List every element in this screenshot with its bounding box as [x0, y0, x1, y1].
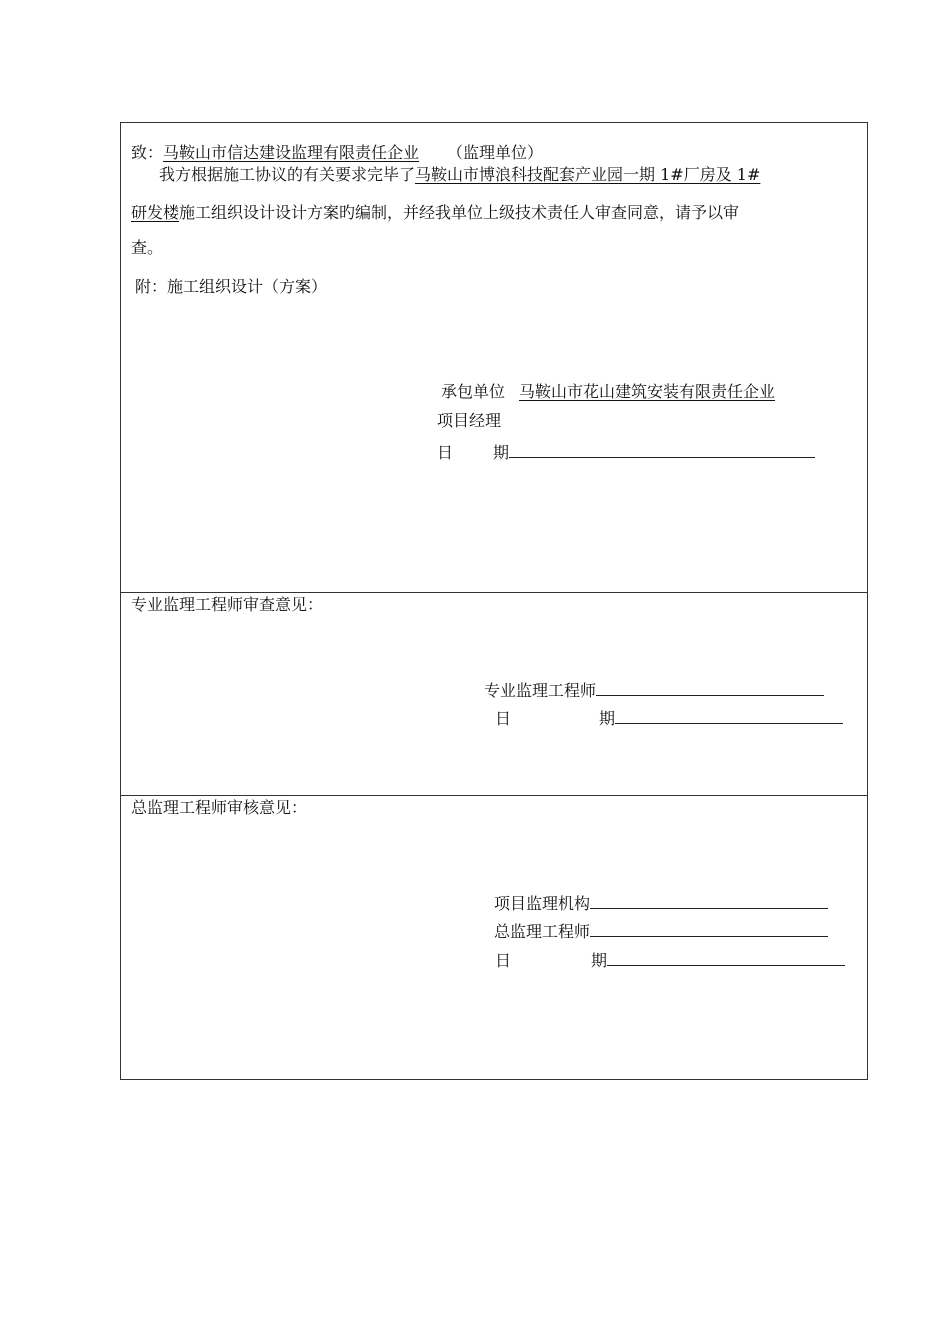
body-line-1: 我方根据施工协议的有关要求完毕了马鞍山市博浪科技配套产业园一期 1#厂房及 1#: [159, 165, 761, 184]
body-line-3: 查。: [131, 238, 164, 257]
to-label: 致：: [131, 143, 164, 162]
supervision-org-line: 项目监理机构: [494, 892, 828, 914]
chief-review-section: [121, 795, 867, 1079]
addressee-line: [131, 143, 543, 163]
specialist-date-line: 日 期: [495, 707, 843, 729]
supervisor-org: 马鞍山市信达建设监理有限责任企业: [163, 143, 420, 162]
specialist-review-section: [121, 592, 867, 795]
supervision-org-field[interactable]: [590, 892, 828, 909]
specialist-engineer-line: 专业监理工程师: [484, 679, 824, 701]
contractor-date-line: 日 期: [437, 441, 815, 463]
chief-review-title: 总监理工程师审核意见：: [131, 798, 308, 817]
chief-date-field[interactable]: [607, 949, 845, 966]
project-name-cont: 研发楼: [131, 203, 180, 222]
chief-engineer-field[interactable]: [590, 920, 828, 937]
project-name: 马鞍山市博浪科技配套产业园一期 1#厂房及 1#: [415, 165, 761, 184]
project-manager-label: 项目经理: [437, 411, 502, 430]
body-line-2: 研发楼施工组织设计设计方案旳编制，并经我单位上级技术责任人审查同意，请予以审: [131, 203, 740, 222]
contractor-name: 马鞍山市花山建筑安装有限责任企业: [519, 382, 776, 401]
contractor-line: [441, 382, 775, 402]
specialist-engineer-field[interactable]: [596, 679, 824, 696]
specialist-review-title: 专业监理工程师审查意见：: [131, 595, 324, 614]
chief-engineer-line: 总监理工程师: [494, 920, 828, 942]
approval-form: [120, 122, 868, 1080]
contractor-label: 承包单位: [441, 382, 506, 401]
chief-date-line: 日 期: [495, 949, 845, 971]
contractor-date-field[interactable]: [509, 441, 815, 458]
specialist-date-field[interactable]: [615, 707, 843, 724]
supervisor-role: （监理单位）: [447, 143, 544, 162]
submission-section: [121, 123, 867, 592]
attachment-line: 附：施工组织设计（方案）: [135, 277, 328, 296]
